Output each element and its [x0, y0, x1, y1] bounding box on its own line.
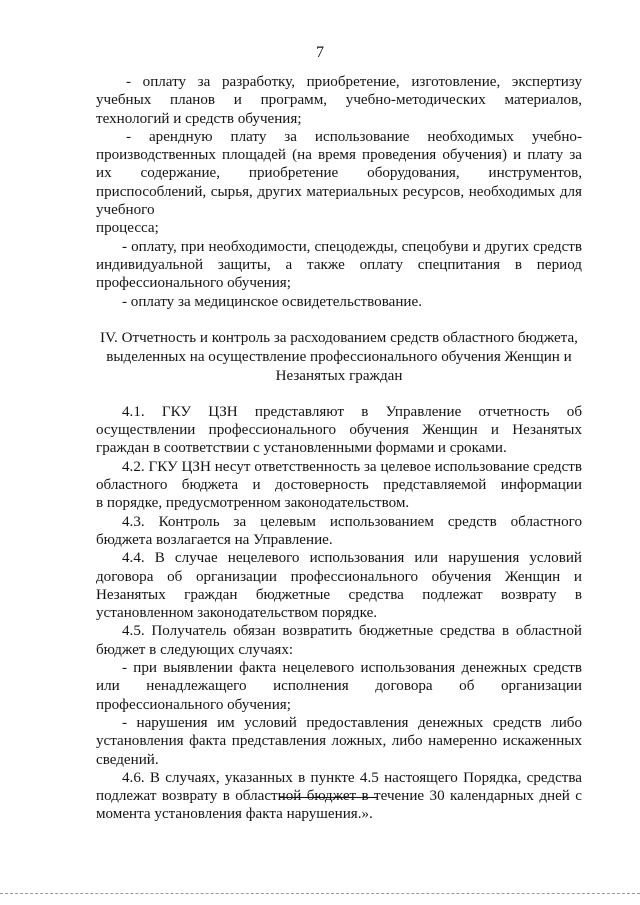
list-item-rent: - арендную плату за использование необходимых учебно-производственных площадей (на время проведения обучения) и плату за их содержание, приобретение оборудования, инструментов, приспособлений, сырья, других материальных ресурсов, необходимых для учебного	[96, 128, 582, 219]
closing-rule	[279, 797, 378, 798]
page-number: 7	[316, 44, 324, 61]
paragraph-4-6: 4.6. В случаях, указанных в пункте 4.5 настоящего Порядка, средства подлежат возврату в областной бюджет в течение 30 календарных дней с	[96, 769, 582, 805]
paragraph-4-5-case-1-end: профессионального обучения;	[96, 696, 291, 713]
list-item-medical: - оплату за медицинское освидетельствование.	[122, 293, 422, 310]
list-item-workwear: - оплату, при необходимости, спецодежды, спецобуви и других средств индивидуальной защиты, а также оплату спецпитания в период	[96, 238, 582, 273]
list-item-development-end: технологий и средств обучения;	[96, 110, 302, 127]
paragraph-4-4-end: установленном законодательством порядке.	[96, 605, 378, 622]
document-body	[96, 73, 582, 824]
paragraph-4-5-case-2: - нарушения им условий предоставления денежных средств либо установления факта представления ложных, либо намеренно искаженных	[96, 714, 582, 750]
paragraph-4-3: 4.3. Контроль за целевым использованием средств областного	[122, 513, 582, 530]
paragraph-4-2-end: в порядке, предусмотренном законодательством.	[96, 495, 410, 512]
page-bottom-edge	[0, 893, 640, 894]
list-item-development: - оплату за разработку, приобретение, изготовление, экспертизу учебных планов и программ, учебно-методических материалов,	[96, 74, 582, 109]
paragraph-4-4: 4.4. В случае нецелевого использования или нарушения условий договора об организации профессионального обучения Женщин и Незанятых граждан бюджетные средства подлежат возврату в	[96, 550, 582, 603]
paragraph-4-6-end: момента установления факта нарушения.».	[96, 806, 373, 823]
paragraph-4-2: 4.2. ГКУ ЦЗН несут ответственность за целевое использование средств областного бюджета и достоверность представляемой информации	[96, 458, 582, 494]
paragraph-4-5-case-1: - при выявлении факта нецелевого использования денежных средств или ненадлежащего исполнения договора об организации	[96, 660, 582, 695]
paragraph-4-1: 4.1. ГКУ ЦЗН представляют в Управление отчетность об осуществлении профессионального обучения Женщин и Незанятых	[96, 403, 582, 439]
list-item-rent-end: процесса;	[96, 220, 159, 237]
section-heading: IV. Отчетность и контроль за расходованием средств областного бюджета, выделенных на осуществление профессионального обучения Женщин и Незанятых граждан	[100, 329, 578, 384]
paragraph-4-5-end: бюджет в следующих случаях:	[96, 641, 294, 658]
paragraph-4-3-end: бюджета возлагается на Управление.	[96, 531, 333, 548]
list-item-workwear-end: профессионального обучения;	[96, 275, 291, 292]
paragraph-4-5-case-2-end: сведений.	[96, 751, 159, 768]
paragraph-4-5: 4.5. Получатель обязан возвратить бюджетные средства в областной	[122, 623, 582, 640]
paragraph-4-1-end: граждан в соответствии с установленными формами и сроками.	[96, 440, 507, 457]
